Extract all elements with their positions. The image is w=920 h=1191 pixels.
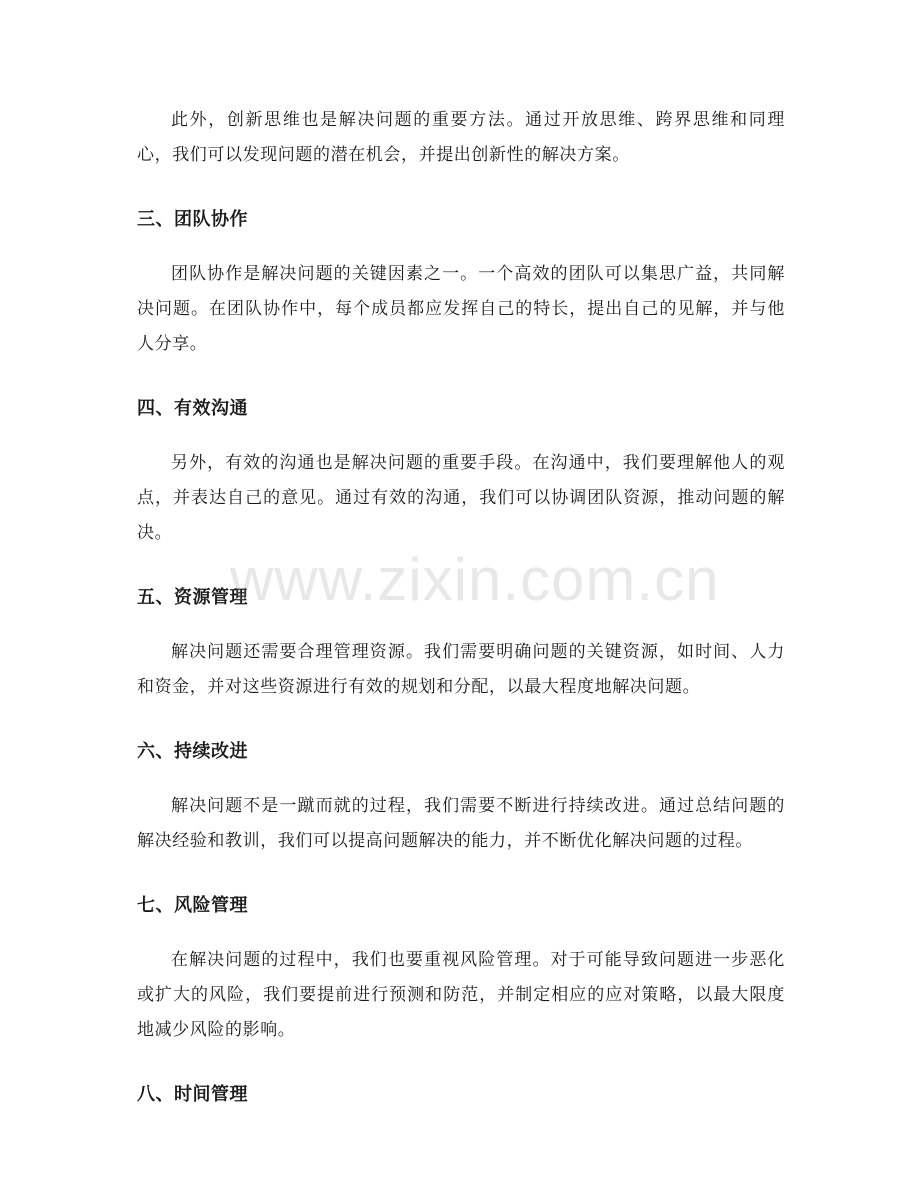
document-body — [137, 103, 785, 1110]
heading-risk: 七、风险管理 — [137, 895, 248, 916]
paragraph-resources: 解决问题还需要合理管理资源。我们需要明确问题的关键资源，如时间、人力和资金，并对这些资源进行有效的规划和分配，以最大程度地解决问题。 — [137, 642, 785, 697]
heading-time: 八、时间管理 — [137, 1084, 248, 1105]
paragraph-communication: 另外，有效的沟通也是解决问题的重要手段。在沟通中，我们要理解他人的观点，并表达自己的意见。通过有效的沟通，我们可以协调团队资源，推动问题的解决。 — [137, 453, 785, 543]
paragraph-risk: 在解决问题的过程中，我们也要重视风险管理。对于可能导致问题进一步恶化或扩大的风险，我们要提前进行预测和防范，并制定相应的应对策略，以最大限度地减少风险的影响。 — [137, 950, 785, 1040]
heading-teamwork: 三、团队协作 — [137, 209, 248, 230]
heading-improvement: 六、持续改进 — [137, 741, 248, 762]
paragraph-innovation: 此外，创新思维也是解决问题的重要方法。通过开放思维、跨界思维和同理心，我们可以发现问题的潜在机会，并提出创新性的解决方案。 — [137, 110, 785, 165]
heading-communication: 四、有效沟通 — [137, 398, 248, 419]
paragraph-teamwork: 团队协作是解决问题的关键因素之一。一个高效的团队可以集思广益，共同解决问题。在团队协作中，每个成员都应发挥自己的特长，提出自己的见解，并与他人分享。 — [137, 264, 785, 354]
paragraph-improvement: 解决问题不是一蹴而就的过程，我们需要不断进行持续改进。通过总结问题的解决经验和教训，我们可以提高问题解决的能力，并不断优化解决问题的过程。 — [137, 796, 785, 851]
watermark: www.zixin.com.cn — [230, 546, 720, 613]
heading-resources: 五、资源管理 — [137, 587, 248, 608]
